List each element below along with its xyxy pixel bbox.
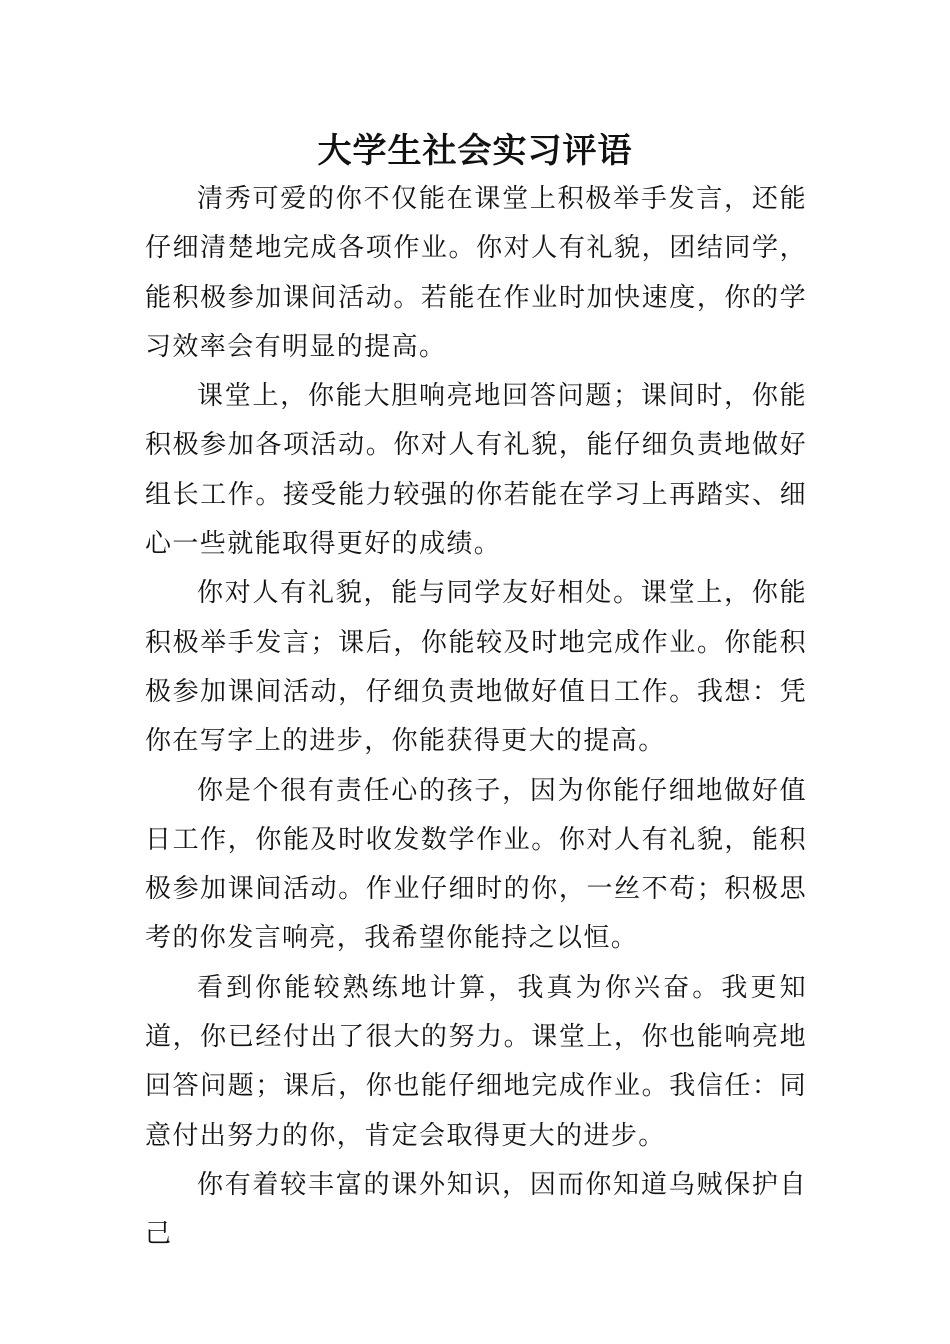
document-body [145,175,807,1260]
paragraph-3: 你对人有礼貌，能与同学友好相处。课堂上，你能积极举手发言；课后，你能较及时地完成作业。你能积极参加课间活动，仔细负责地做好值日工作。我想：凭你在写字上的进步，你能获得更大的提高。 [145,578,807,757]
paragraph-4: 你是个很有责任心的孩子，因为你能仔细地做好值日工作，你能及时收发数学作业。你对人有礼貌，能积极参加课间活动。作业仔细时的你，一丝不苟；积极思考的你发言响亮，我希望你能持之以恒。 [145,775,807,954]
paragraph-5: 看到你能较熟练地计算，我真为你兴奋。我更知道，你已经付出了很大的努力。课堂上，你也能响亮地回答问题；课后，你也能仔细地完成作业。我信任：同意付出努力的你，肯定会取得更大的进步。 [145,972,807,1151]
paragraph-2: 课堂上，你能大胆响亮地回答问题；课间时，你能积极参加各项活动。你对人有礼貌，能仔细负责地做好组长工作。接受能力较强的你若能在学习上再踏实、细心一些就能取得更好的成绩。 [145,381,807,560]
paragraph-1: 清秀可爱的你不仅能在课堂上积极举手发言，还能仔细清楚地完成各项作业。你对人有礼貌，团结同学，能积极参加课间活动。若能在作业时加快速度，你的学习效率会有明显的提高。 [145,184,807,362]
document-title: 大学生社会实习评语 [317,131,633,171]
paragraph-6: 你有着较丰富的课外知识，因而你知道乌贼保护自己 [145,1169,807,1250]
